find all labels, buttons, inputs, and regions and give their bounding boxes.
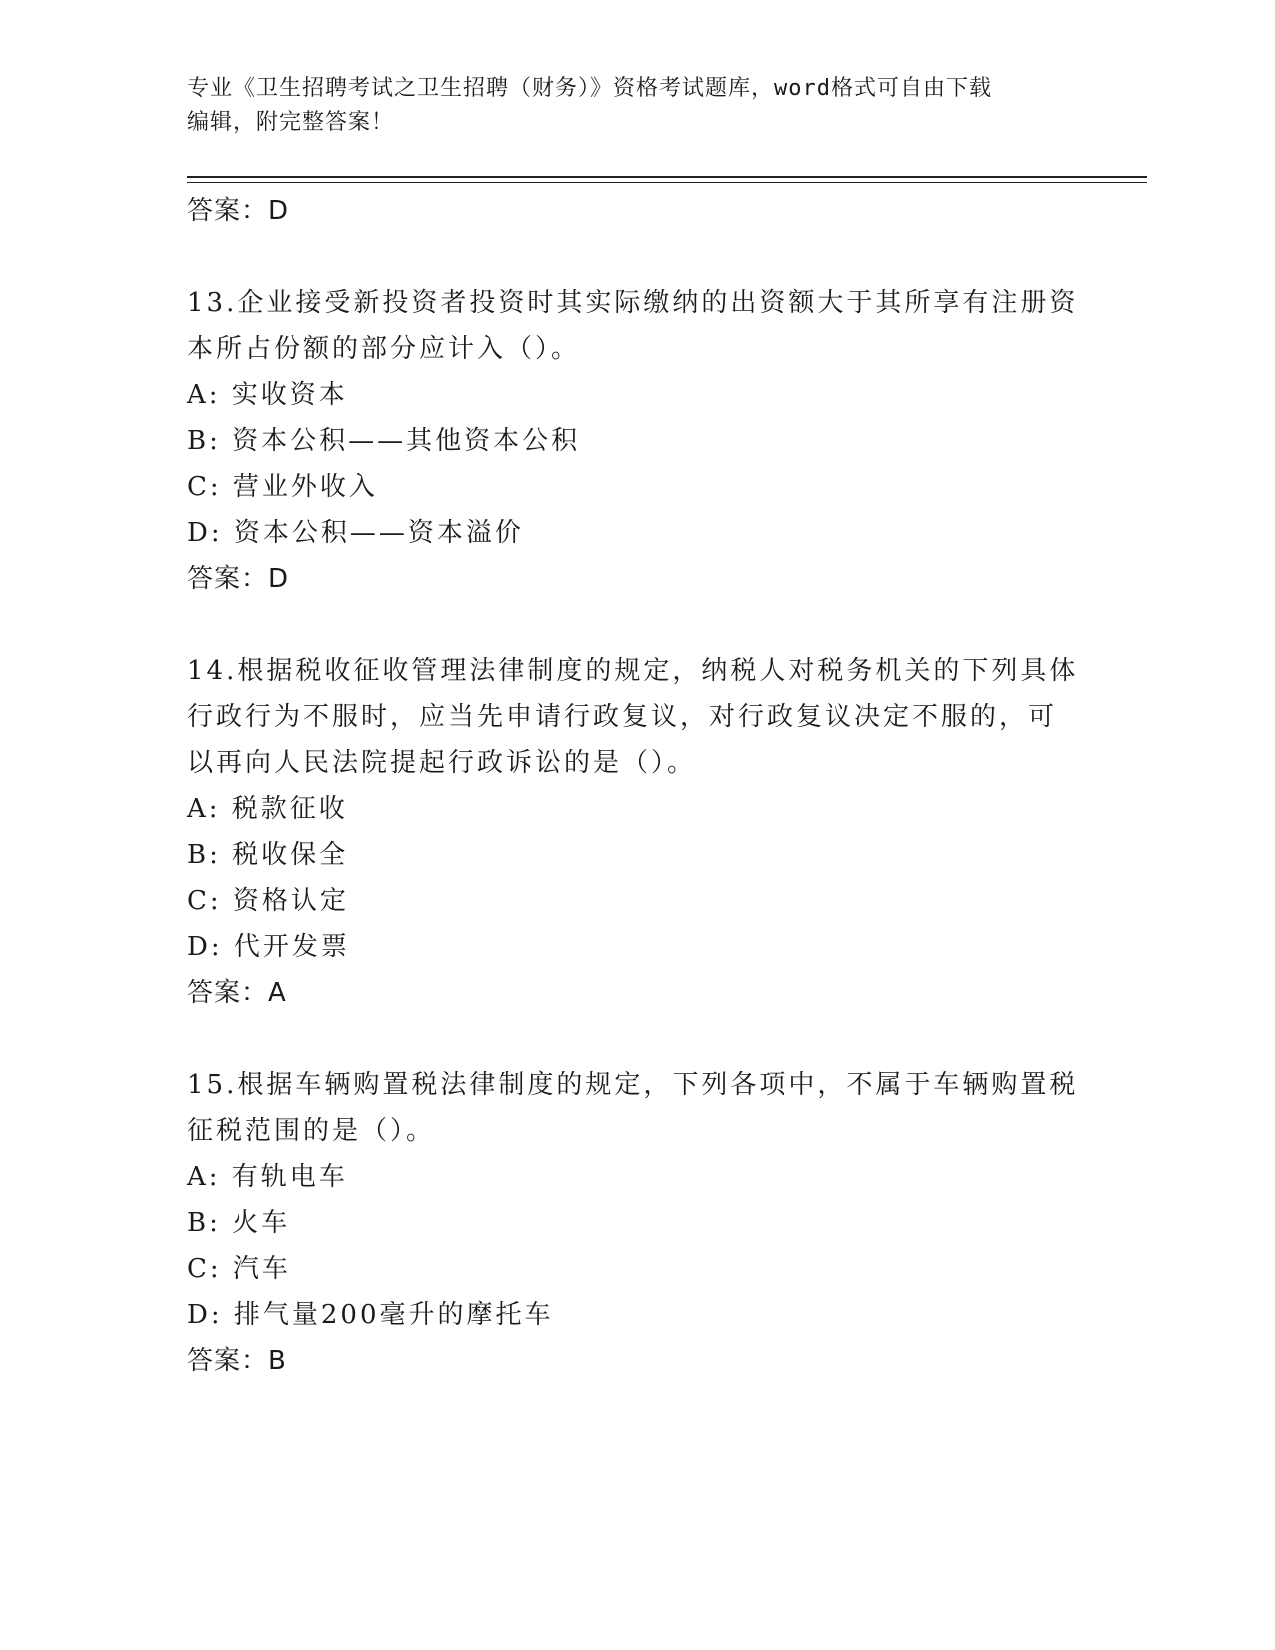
option-d: D: 排气量200毫升的摩托车 [187,1300,554,1330]
option-b: B: 资本公积——其他资本公积 [187,426,581,456]
answer: 答案：A [187,978,287,1008]
option-b: B: 火车 [187,1208,291,1238]
option-d: D: 资本公积——资本溢价 [187,518,524,548]
header-line-2: 编辑，附完整答案！ [187,110,395,135]
document-body [187,188,1087,1384]
header-divider-thick [187,176,1147,178]
document-header [187,72,1087,140]
question-block-15 [187,1062,1087,1384]
question-line: 15.根据车辆购置税法律制度的规定，下列各项中，不属于车辆购置税 [187,1070,1079,1100]
question-line: 以再向人民法院提起行政诉讼的是（）。 [187,748,697,778]
question-line: 13.企业接受新投资者投资时其实际缴纳的出资额大于其所享有注册资 [187,288,1079,318]
option-c: C: 汽车 [187,1254,291,1284]
question-line: 14.根据税收征收管理法律制度的规定，纳税人对税务机关的下列具体 [187,656,1079,686]
option-c: C: 营业外收入 [187,472,378,502]
option-b: B: 税收保全 [187,840,349,870]
question-line: 行政行为不服时，应当先申请行政复议，对行政复议决定不服的，可 [187,702,1058,732]
option-d: D: 代开发票 [187,932,350,962]
spacer [187,1016,1087,1062]
answer: 答案：B [187,1346,287,1376]
spacer [187,234,1087,280]
header-divider-thin [187,182,1147,183]
option-c: C: 资格认定 [187,886,349,916]
question-block-13 [187,280,1087,602]
option-a: A: 实收资本 [187,380,348,410]
question-block-14 [187,648,1087,1016]
question-line: 本所占份额的部分应计入（）。 [187,334,581,364]
option-a: A: 税款征收 [187,794,348,824]
spacer [187,602,1087,648]
question-line: 征税范围的是（）。 [187,1116,436,1146]
option-a: A: 有轨电车 [187,1162,348,1192]
answer-previous: 答案：D [187,196,290,226]
header-line-1: 专业《卫生招聘考试之卫生招聘（财务）》资格考试题库，word格式可自由下载 [187,76,992,101]
answer: 答案：D [187,564,290,594]
